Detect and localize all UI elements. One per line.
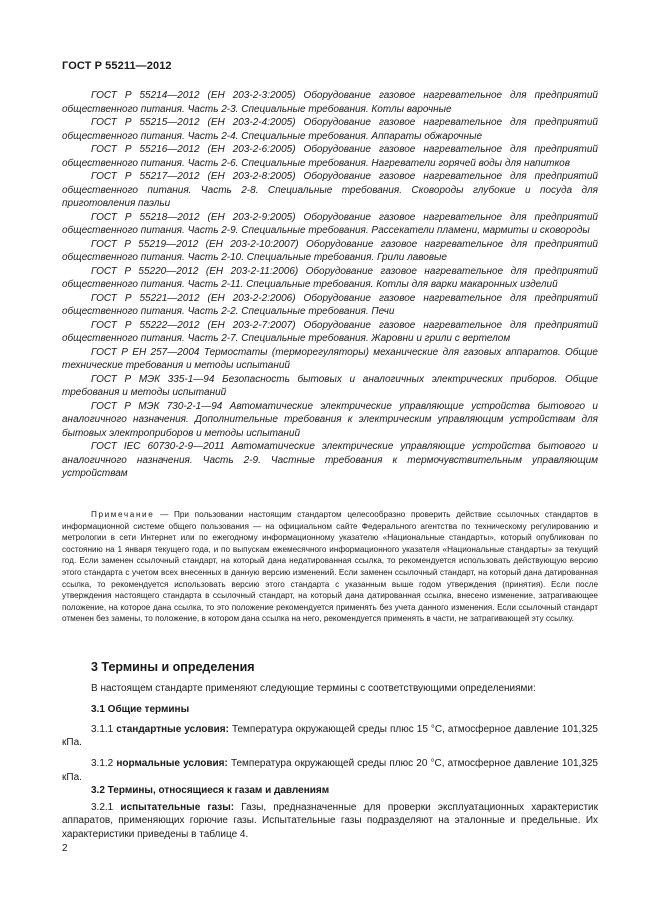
term-number: 3.1.2 <box>91 757 114 769</box>
document-code-header: ГОСТ Р 55211—2012 <box>62 60 172 72</box>
section-intro: В настоящем стандарте применяют следующие термины с соответствующими определениями: <box>91 682 536 694</box>
reference-item: ГОСТ Р 55218—2012 (ЕН 203-2-9:2005) Оборудование газовое нагревательное для предприятий общественного питания. Часть 2-9. Специальные требования. Рассекатели пламени, мармиты и сковороды <box>62 211 598 236</box>
reference-item: ГОСТ Р МЭК 335-1—94 Безопасность бытовых и аналогичных электрических приборов. Общие требования и методы испытаний <box>62 373 598 398</box>
note-text: — При пользовании настоящим стандартом целесообразно проверить действие ссылочных стандартов в информационной системе общего пользования — на официальном сайте Федерального агентства по техническому регулированию и метрологии в сети Интернет или по ежегодному информационному указателю «Национальные стандарты», который опубликован по состоянию на 1 января текущего года, и по выпускам ежемесячного информационного указателя «Национальные стандарты» за текущий год. Если заменен ссылочный стандарт, на который дана недатированная ссылка, то рекомендуется использовать действующую версию этого стандарта с учетом всех внесенных в данную версию изменений. Если заменен ссылочный стандарт, на который дана датированная ссылка, то рекомендуется использовать версию этого стандарта с указанным выше годом утверждения (принятия). Если после утверждения настоящего стандарта в ссылочный стандарт, на который дана датированная ссылка, внесено изменение, затрагивающее положение, на которое дана ссылка, то это положение рекомендуется применять без учета данного изменения. Если ссылочный стандарт отменен без замены, то положение, в котором дана ссылка на него, рекомендуется применять в части, не затрагивающей эту ссылку. <box>62 510 598 624</box>
term-definition: Температура окружающей среды плюс 15 °С, атмосферное давление 101,325 кПа. <box>62 723 598 749</box>
reference-item: ГОСТ Р МЭК 730-2-1—94 Автоматические электрические управляющие устройства бытового и аналогичного назначения. Дополнительные требования к электрическим управляющим устройствам для бытовых электроприборов и методы испытаний <box>62 400 598 439</box>
reference-item: ГОСТ Р 55215—2012 (ЕН 203-2-4:2005) Оборудование газовое нагревательное для предприятий общественного питания. Часть 2-4. Специальные требования. Аппараты обжарочные <box>62 117 598 142</box>
term-3-1-1 <box>62 723 598 750</box>
term-name: испытательные газы: <box>120 801 235 813</box>
reference-item: ГОСТ Р 55214—2012 (ЕН 203-2-3:2005) Оборудование газовое нагревательное для предприятий общественного питания. Часть 2-3. Специальные требования. Котлы варочные <box>62 90 598 115</box>
page-number: 2 <box>62 843 68 854</box>
references-note <box>62 509 598 625</box>
term-3-1-2 <box>62 757 598 784</box>
note-label: Примечание <box>91 510 155 519</box>
term-number: 3.2.1 <box>91 801 114 813</box>
reference-item: ГОСТ Р 55221—2012 (ЕН 203-2-2:2006) Оборудование газовое нагревательное для предприятий общественного питания. Часть 2-2. Специальные требования. Печи <box>62 292 598 317</box>
subsection-title-3-1: 3.1 Общие термины <box>91 704 190 716</box>
reference-item: ГОСТ Р 55220—2012 (ЕН 203-2-11:2006) Оборудование газовое нагревательное для предприятий общественного питания. Часть 2-11. Специальные требования. Котлы для варки макаронных изделий <box>62 265 598 290</box>
term-definition: Температура окружающей среды плюс 20 °С, атмосферное давление 101,325 кПа. <box>62 757 598 783</box>
term-number: 3.1.1 <box>91 723 114 735</box>
reference-item: ГОСТ Р ЕН 257—2004 Термостаты (терморегуляторы) механические для газовых аппаратов. Общие технические требования и методы испытаний <box>62 346 598 371</box>
reference-item: ГОСТ Р 55216—2012 (ЕН 203-2-6:2005) Оборудование газовое нагревательное для предприятий общественного питания. Часть 2-6. Специальные требования. Нагреватели горячей воды для напитков <box>62 144 598 169</box>
term-3-2-1 <box>62 801 598 842</box>
reference-item: ГОСТ Р 55219—2012 (ЕН 203-2-10:2007) Оборудование газовое нагревательное для предприятий общественного питания. Часть 2-10. Специальные требования. Грили лавовые <box>62 238 598 263</box>
term-definition: Газы, предназначенные для проверки эксплуатационных характеристик аппаратов, применяющих горючие газы. Испытательные газы подразделяют на эталонные и предельные. Их характеристики приведены в таблице 4. <box>62 801 598 840</box>
term-name: нормальные условия: <box>116 757 228 769</box>
subsection-title-3-2: 3.2 Термины, относящиеся к газам и давлениям <box>91 785 330 797</box>
reference-item: ГОСТ IEC 60730-2-9—2011 Автоматические электрические управляющие устройства бытового и аналогичного назначения. Часть 2-9. Частные требования к термочувствительным управляющим устройствам <box>62 441 598 479</box>
reference-item: ГОСТ Р 55222—2012 (ЕН 203-2-7:2007) Оборудование газовое нагревательное для предприятий общественного питания. Часть 2-7. Специальные требования. Жаровни и грили с вертелом <box>62 319 598 344</box>
normative-references-list <box>62 89 598 481</box>
section-terms-definitions <box>62 661 598 842</box>
section-title: 3 Термины и определения <box>91 660 255 674</box>
term-name: стандартные условия: <box>116 723 229 735</box>
reference-item: ГОСТ Р 55217—2012 (ЕН 203-2-8:2005) Оборудование газовое нагревательное для предприятий общественного питания. Часть 2-8. Специальные требования. Сковороды глубокие и посуда для приготовления паэльи <box>62 171 598 209</box>
